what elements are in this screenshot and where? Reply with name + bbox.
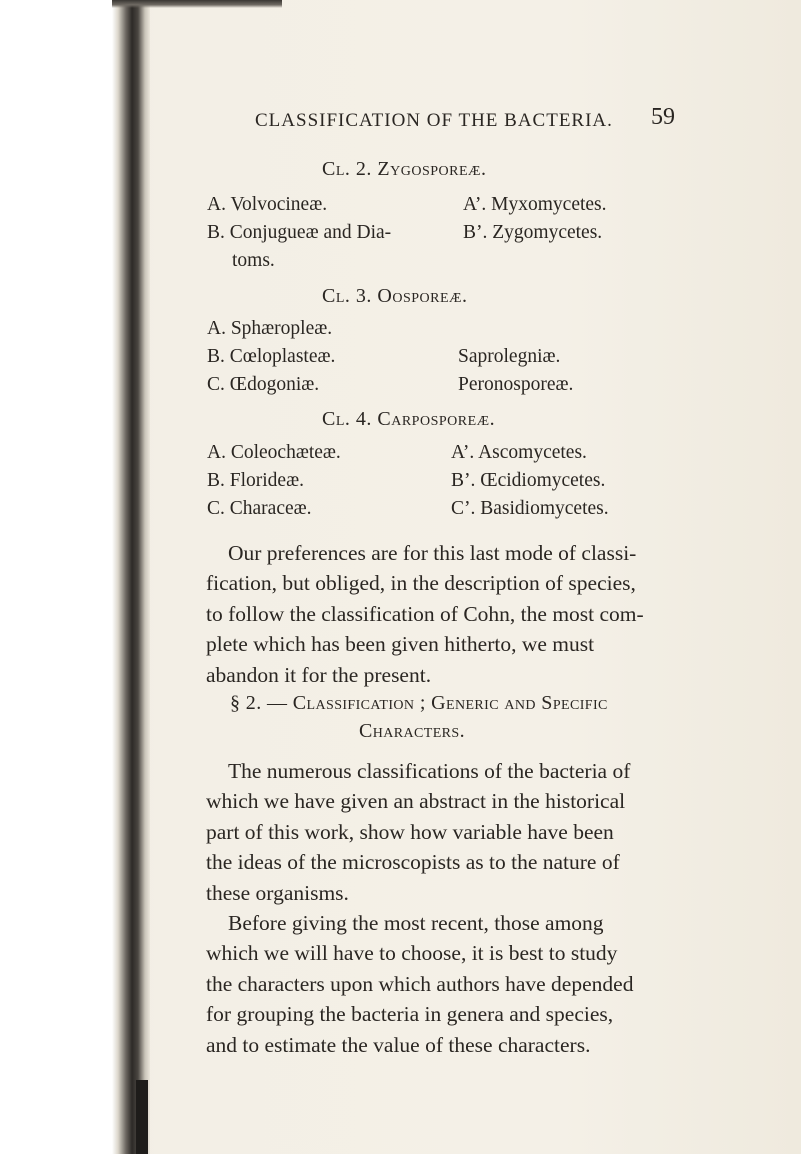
paragraph-line: fication, but obliged, in the description of species,: [206, 571, 636, 596]
paragraph-line: to follow the classification of Cohn, the most com-: [206, 601, 644, 626]
paragraph-line: which we will have to choose, it is best to study: [206, 941, 618, 966]
page-number: 59: [651, 104, 675, 130]
paragraph-line: Our preferences are for this last mode of classi-: [228, 541, 637, 565]
class2-right-b: B’. Zygomycetes.: [463, 222, 603, 243]
class4-right-c: C’. Basidiomycetes.: [451, 498, 609, 519]
book-edge-bottom: [136, 1080, 148, 1154]
book-gutter-shadow: [0, 0, 150, 1154]
class2-right-a: A’. Myxomycetes.: [463, 194, 607, 215]
paragraph-classifications: [206, 756, 654, 908]
class4-left-b: B. Florideæ.: [207, 470, 304, 491]
class3-right-b: Saprolegniæ.: [458, 346, 561, 367]
paragraph-line: part of this work, show how variable have been: [206, 819, 614, 844]
class3-left-a: A. Sphæropleæ.: [207, 318, 333, 339]
section-heading-line1: § 2. — Classification ; Generic and Specific: [230, 692, 608, 714]
running-title: CLASSIFICATION OF THE BACTERIA.: [255, 110, 613, 131]
paragraph-line: Before giving the most recent, those among: [228, 911, 604, 935]
paragraph-line: the characters upon which authors have depended: [206, 971, 634, 996]
class2-heading: Cl. 2. Zygosporeæ.: [322, 158, 487, 180]
paragraph-line: which we have given an abstract in the historical: [206, 789, 626, 814]
paragraph-preferences: [206, 538, 654, 690]
class2-left-b-cont: toms.: [232, 250, 275, 271]
paragraph-line: plete which has been given hitherto, we must: [206, 632, 595, 657]
paragraph-line: and to estimate the value of these characters.: [206, 1032, 591, 1057]
class4-right-b: B’. Œcidiomycetes.: [451, 470, 606, 491]
paragraph-line: for grouping the bacteria in genera and species,: [206, 1002, 614, 1027]
section-heading-line2: Characters.: [359, 720, 465, 742]
page-header: [255, 104, 675, 144]
book-edge-top: [112, 0, 282, 8]
paragraph-line: The numerous classifications of the bacteria of: [228, 759, 631, 783]
class4-heading: Cl. 4. Carposporeæ.: [322, 408, 496, 430]
class4-left-a: A. Coleochæteæ.: [207, 442, 341, 463]
class3-left-c: C. Œdogoniæ.: [207, 374, 320, 395]
paragraph-line: the ideas of the microscopists as to the nature of: [206, 850, 620, 875]
paragraph-line: abandon it for the present.: [206, 662, 432, 687]
class3-right-c: Peronosporeæ.: [458, 374, 574, 395]
paragraph-before-giving: [206, 908, 654, 1060]
paragraph-line: these organisms.: [206, 880, 349, 905]
class2-left-a: A. Volvocineæ.: [207, 194, 328, 215]
class3-heading: Cl. 3. Oosporeæ.: [322, 285, 468, 307]
class4-right-a: A’. Ascomycetes.: [451, 442, 587, 463]
class2-left-b: B. Conjugueæ and Dia-: [207, 222, 392, 243]
class3-left-b: B. Cœloplasteæ.: [207, 346, 336, 367]
class4-left-c: C. Characeæ.: [207, 498, 312, 519]
